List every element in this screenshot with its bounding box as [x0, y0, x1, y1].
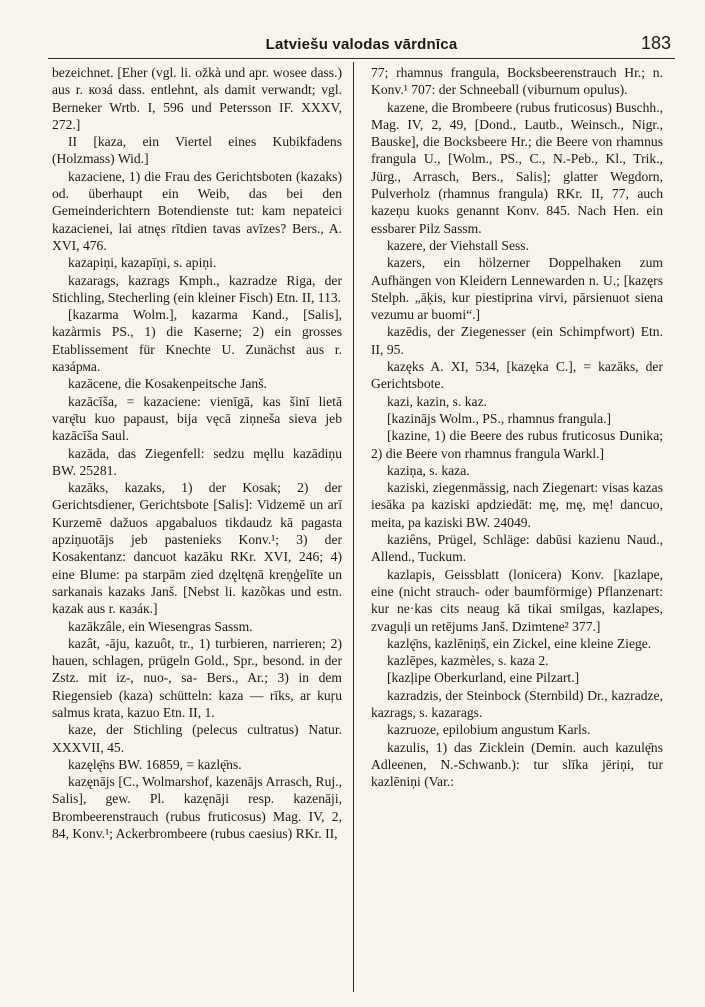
dictionary-entry: kazere, der Viehstall Sess. [387, 237, 529, 253]
dictionary-entry: kazlēpes, kazmèles, s. kaza 2. [387, 653, 549, 669]
dictionary-entry: kazruoze, epilobium angustum Karls. [387, 722, 591, 738]
running-title: Latviešu valodas vārdnīca [265, 36, 458, 53]
dictionary-entry: kazulis, 1) das Zicklein (Demin. auch kazulę̄ns Adleenen, N.-Schwanb.): tur slīka jēriņi, tur kazlēniņi (Var.: [371, 739, 663, 790]
dictionary-entry: kazęnājs [C., Wolmarshof, kazenājs Arrasch, Ruj., Salis], gew. Pl. kazęnāji resp. kazenāji, Brombeerenstrauch (rubus fruticosus) Mag. IV, 2, 84, Konv.¹; Ackerbrombeere (rubus caesius) RKr. II, [52, 774, 342, 842]
dictionary-entry: kazācene, die Kosakenpeitsche Janš. [68, 376, 267, 392]
dictionary-entry: II [kaza, ein Viertel eines Kubikfadens (Holzmass) Wid.] [52, 134, 342, 167]
dictionary-entry: kazācīša, = kazaciene: vienīgā, kas šinī lietā varę̄tu kuo papaust, bija vęcā ziņneša sieva jeb kazācīša Saul. [52, 393, 342, 444]
page-header [48, 33, 675, 59]
dictionary-entry: [kazinājs Wolm., PS., rhamnus frangula.] [387, 410, 612, 426]
dictionary-entry: kazaciene, 1) die Frau des Gerichtsboten (kazaks) od. überhaupt ein Weib, das bei den Gemeinderichtern Botendienste tut: kam nepateici kazacienei, lai atnęs rītdien tavas avīzes? Bers., A. XVI, 476. [52, 168, 342, 253]
dictionary-entry: 77; rhamnus frangula, Bocksbeerenstrauch Hr.; n. Konv.¹ 707: der Schneeball (viburnum opulus). [371, 65, 663, 98]
dictionary-entry: [kazine, 1) die Beere des rubus fruticosus Dunika; 2) die Beere von rhamnus frangula Warkl.] [371, 428, 663, 461]
left-column [52, 64, 342, 994]
dictionary-entry: kazapiņi, kazapīņi, s. apiņi. [68, 255, 217, 271]
dictionary-entry: kazāks, kazaks, 1) der Kosak; 2) der Gerichtsdiener, Gerichtsbote [Salis]: Vidzemē un arī Kurzemē dažuos apgabaluos tikdaudz kā pagasta apziņuotājs jeb pastenieks Konv.¹; 3) der Kosakentanz: dancuot kazāku RKr. XVI, 246; 4) eine Blume: pa starpām zied dzęltęnā kreņģelīte un sarkanais kazaks Janš. [Nebst li. kazõkas und estn. kazak aus r. казáк.] [52, 480, 342, 617]
dictionary-entry: kazākzâle, ein Wiesengras Sassm. [68, 618, 253, 634]
column-divider [353, 62, 354, 992]
dictionary-entry: kazāda, das Ziegenfell: sedzu męllu kazādiņu BW. 25281. [52, 445, 342, 478]
dictionary-entry: kazēdis, der Ziegenesser (ein Schimpfwort) Etn. II, 95. [371, 324, 663, 357]
dictionary-entry: kazarags, kazrags Kmph., kazradze Riga, der Stichling, Stecherling (ein kleiner Fisch) Etn. II, 113. [52, 272, 342, 305]
dictionary-entry: [kazarma Wolm.], kazarma Kand., [Salis], kazàrmis PS., 1) die Kaserne; 2) ein grosses Etablissement für Knechte U. Zunächst aus r. казáрма. [52, 307, 342, 375]
page-number: 183 [640, 33, 671, 53]
dictionary-entry: kazi, kazin, s. kaz. [387, 393, 488, 409]
dictionary-entry: kazene, die Brombeere (rubus fruticosus) Buschh., Mag. IV, 2, 49, [Dond., Lautb., Weinsch., Nigr., Bauske], die Bocksbeere Hr.; die Beere von rhamnus frangula U., [Wolm., PS., C., N.-Peb., Kl., Trik., Jürg., Arrasch, Bers., Salis]; glatter Wegdorn, Pulverholz (rhamnus frangula) RKr. II, 77, auch kazeņu kuoks genannt Konv. 845. Nach Hen. ein essbarer Pilz Sassm. [371, 99, 663, 236]
dictionary-entry: kazęlę̄ns BW. 16859, = kazlę̄ns. [68, 756, 242, 772]
right-column [371, 64, 663, 994]
dictionary-entry: bezeichnet. [Eher (vgl. li. ožkà und apr. wosee dass.) aus r. козá dass. entlehnt, als damit verwandt; vgl. Berneker Wrtb. I, 596 und Petersson IF. XXXV, 272.] [52, 65, 342, 132]
dictionary-entry: kazât, -āju, kazuôt, tr., 1) turbieren, narrieren; 2) hauen, schlagen, prügeln Gold., Spr., besond. in der Zstz. mit iz-, nuo-, sa- Bers., Ar.; 3) in dem Riegensieb (kaza) schütteln: kaza — rīks, ar kuŗu salmus krata, kazuo Etn. II, 1. [52, 635, 342, 720]
dictionary-entry: [kazļipe Oberkurland, eine Pilzart.] [387, 670, 580, 686]
dictionary-entry: kazers, ein hölzerner Doppelhaken zum Aufhängen von Kleidern Lennewarden n. U.; [kazęrs Stelph. „āķis, kur piestiprina virvi, pārsienuot siena vezumu ar buomi“.] [371, 255, 663, 323]
dictionary-entry: kaziski, ziegenmässig, nach Ziegenart: visas kazas iesāka pa kaziski apdziedāt: mę, mę, mę! dancuo, meita, pa kaziski BW. 24049. [371, 480, 663, 530]
dictionary-entry: kaziņa, s. kaza. [387, 462, 470, 478]
dictionary-entry: kazlę̄ns, kazlēniņš, ein Zickel, eine kleine Ziege. [387, 635, 652, 651]
dictionary-entry: kazęks A. XI, 534, [kazęka C.], = kazāks, der Gerichtsbote. [371, 359, 663, 392]
dictionary-entry: kazlapis, Geissblatt (lonicera) Konv. [kazlape, eine (nicht strauch- oder baumförmige) Pflanzenart: kur ne·kas cits neaug kā tikai smilgas, kazlapes, zvaguļi un retējums Janš. Dzimtene² 377.] [371, 566, 663, 634]
dictionary-entry: kazradzis, der Steinbock (Sternbild) Dr., kazradze, kazrags, s. kazarags. [371, 687, 663, 720]
dictionary-entry: kaziêns, Prügel, Schläge: dabūsi kazienu Naud., Allend., Tuckum. [371, 532, 663, 565]
dictionary-entry: kaze, der Stichling (pelecus cultratus) Natur. XXXVII, 45. [52, 722, 342, 755]
